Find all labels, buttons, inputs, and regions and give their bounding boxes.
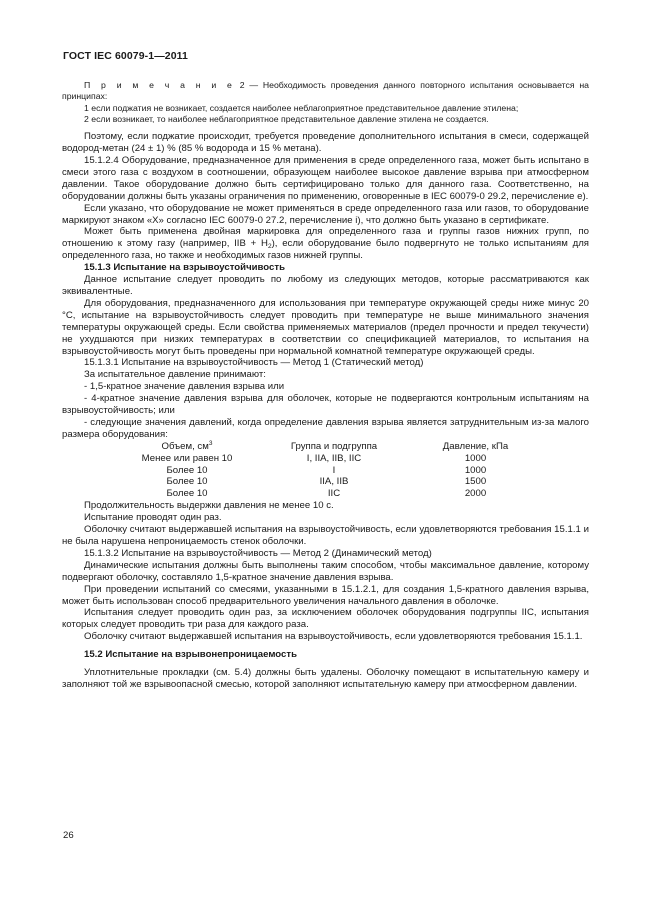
paragraph: За испытательное давление принимают: <box>84 369 266 381</box>
table-cell: 2000 <box>464 488 487 500</box>
paragraph: Данное испытание следует проводить по любому из следующих методов, которые рассматриваются как эквивалентные. <box>62 274 589 297</box>
table-cell: I, IIA, IIB, IIC <box>306 452 362 464</box>
table-cell: 1500 <box>464 476 487 488</box>
table-header-group: Группа и подгруппа <box>290 440 378 452</box>
paragraph: Поэтому, если поджатие происходит, требуется проведение дополнительного испытания в смеси, содержащей водород-метан (24 ± 1) % (85 % водорода и 15 % метана). <box>62 131 589 155</box>
note-block <box>62 80 589 125</box>
paragraph: При проведении испытаний со смесями, указанными в 15.1.2.1, для создания 1,5-кратного давления взрыва, может быть использован способ предварительного увеличения начального давления в оболочке. <box>62 583 589 607</box>
table-cell: Более 10 <box>166 488 208 500</box>
section-heading: 15.2 Испытание на взрывонепроницаемость <box>84 649 297 661</box>
table-cell: IIC <box>327 488 341 500</box>
paragraph: 15.1.3.1 Испытание на взрывоустойчивость — Метод 1 (Статический метод) <box>84 357 424 369</box>
note-item: 1 если поджатия не возникает, создается наиболее неблагоприятное представительное давление этилена; <box>84 102 519 113</box>
paragraph: Для оборудования, предназначенного для использования при температуре окружающей среды ниже минус 20 °С, испытание на взрывоустойчивость следует проводить при температуре не выше минимального значения температуры окружающей среды. Если свойства применяемых материалов (предел прочности и предел текучести) не ухудшаются при низких температурах в соответствии со спецификацией материалов, то испытания на взрывоустойчивость могут быть проведены при нормальной комнатной температуре окружающей среды. <box>62 297 589 357</box>
paragraph-text: Может быть применена двойная маркировка для определенного газа и группы газов нижних групп, по отношению к этому газу (например, IIB + H <box>62 226 589 250</box>
note-intro <box>62 80 589 103</box>
paragraph: Оболочку считают выдержавшей испытания на взрывоустойчивость, если удовлетворяются требования 15.1.1. <box>84 631 583 643</box>
table-cell: 1000 <box>464 464 487 476</box>
table-header-pressure: Давление, кПа <box>442 440 509 452</box>
table-header-volume: Объем, $см^3$ <box>161 439 213 452</box>
pressure-table <box>128 441 529 501</box>
section-heading: 15.1.3 Испытание на взрывоустойчивость <box>84 262 285 274</box>
paragraph: Испытание проводят один раз. <box>84 512 222 524</box>
table-cell: IIA, IIB <box>319 476 349 488</box>
note-intro-text: 2 — Необходимость проведения данного повторного испытания основывается на принципах: <box>62 80 589 102</box>
list-item: - 4-кратное значение давления взрыва для оболочек, которые не подвергаются контрольным испытаниям на взрывоустойчивость; или <box>62 393 589 417</box>
table-header-row <box>128 441 529 453</box>
table-row <box>128 476 529 488</box>
table-cell: Более 10 <box>166 476 208 488</box>
table-cell: Более 10 <box>166 464 208 476</box>
note-label: П р и м е ч а н и е <box>84 80 235 90</box>
paragraph: Если указано, что оборудование не может применяться в среде определенного газа или газов, то оборудование маркируют знаком «X» согласно IEC 60079-0 27.2, перечисление i), что должно быть указано в сертификате. <box>62 202 589 226</box>
paragraph <box>62 226 589 262</box>
note-item: 2 если возникает, то наиболее неблагоприятное представительное давление этилена не создается. <box>84 113 489 124</box>
document-header: ГОСТ IEC 60079-1—2011 <box>63 50 188 62</box>
table-row <box>128 488 529 500</box>
list-item: - следующие значения давлений, когда определение давления взрыва является затруднительным из-за малого размера оборудования: <box>62 416 589 440</box>
table-row <box>128 465 529 477</box>
page-number: 26 <box>63 830 74 841</box>
table-cell: I <box>332 464 336 476</box>
paragraph: Испытания следует проводить один раз, за исключением оболочек оборудования подгруппы IIC, испытания которых следует проводить три раза для каждого раза. <box>62 607 589 631</box>
paragraph: Продолжительность выдержки давления не менее 10 с. <box>84 500 334 512</box>
paragraph: Оболочку считают выдержавшей испытания на взрывоустойчивость, если удовлетворяются требования 15.1.1 и не была нарушена непроницаемость стенок оболочки. <box>62 524 589 547</box>
table-row <box>128 453 529 465</box>
paragraph-text: ), если оборудование было подвергнуто не только испытаниям для определенного газа, но также и необходимых газов нижней группы. <box>62 238 589 262</box>
paragraph: Динамические испытания должны быть выполнены таким способом, чтобы максимальное давление, которому подвергают оболочку, составляло 1,5-кратное значение давления взрыва. <box>62 559 589 583</box>
superscript: 3 <box>208 439 213 447</box>
table-cell: Менее или равен 10 <box>141 452 233 464</box>
paragraph: 15.1.2.4 Оборудование, предназначенное для применения в среде определенного газа, может быть испытано в смеси этого газа с воздухом в соотношении, образующем наиболее высокое давление взрыва при атмосферном давлении. Такое оборудование должно быть сертифицировано только для данного газа. Соответственно, на оборудовании должны быть указаны ограничения по применению, оговоренные в IEC 60079-0 29.2, перечисление е). <box>62 155 589 202</box>
list-item: - 1,5-кратное значение давления взрыва или <box>84 381 285 393</box>
table-cell: 1000 <box>464 452 487 464</box>
paragraph: Уплотнительные прокладки (см. 5.4) должны быть удалены. Оболочку помещают в испытательную камеру и заполняют той же взрывоопасной смесью, которой заполняют испытательную камеру при атмосферном давлении. <box>62 667 589 690</box>
subscript: 2 <box>267 243 272 251</box>
paragraph: 15.1.3.2 Испытание на взрывоустойчивость — Метод 2 (Динамический метод) <box>84 547 432 559</box>
page-body <box>62 80 589 691</box>
